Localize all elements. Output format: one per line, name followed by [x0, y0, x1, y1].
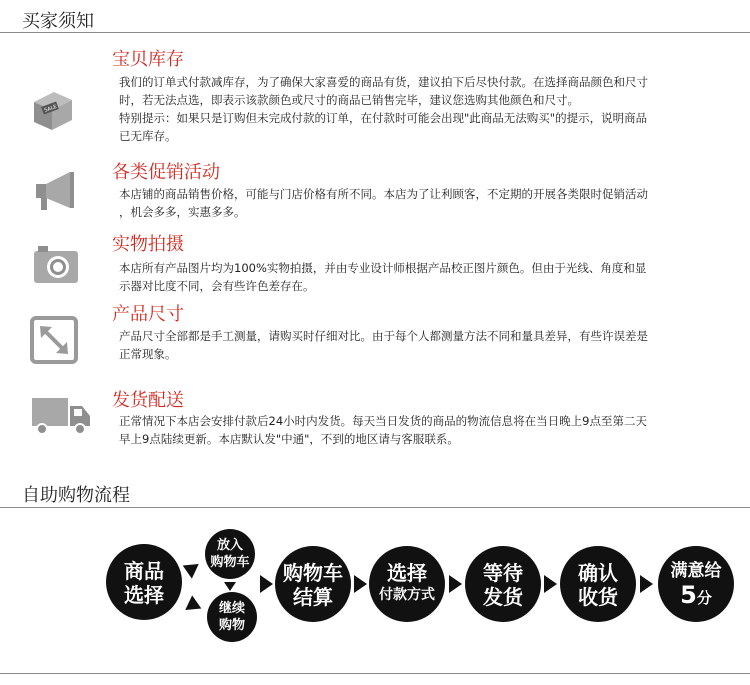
megaphone-icon — [30, 168, 80, 218]
notice-body — [119, 73, 679, 145]
bottom-divider — [0, 673, 750, 674]
arrow-icon — [640, 575, 653, 593]
arrow-icon — [181, 595, 202, 616]
arrow-icon — [183, 557, 204, 578]
flow-divider — [0, 507, 750, 508]
notice-line: 时，若无法点选，即表示该款颜色或尺寸的商品已销售完毕，建议您选购其他颜色和尺寸。 — [119, 93, 579, 107]
notice-divider — [0, 32, 750, 33]
step-text: 发货 — [483, 585, 523, 609]
notice-heading: 实物拍摄 — [112, 234, 184, 255]
step-continue-shopping — [207, 592, 257, 642]
resize-icon — [30, 316, 78, 368]
step-text: 等待 — [483, 561, 523, 585]
arrow-icon — [449, 575, 462, 593]
step-text: 放入 — [216, 538, 243, 553]
notice-heading: 各类促销活动 — [112, 162, 220, 183]
truck-icon — [30, 394, 92, 442]
notice-heading: 宝贝库存 — [112, 49, 184, 70]
svg-text:SALE: SALE — [43, 103, 58, 114]
arrow-icon — [224, 582, 236, 591]
notice-line: 早上9点陆续更新。本店默认发"中通"，不到的地区请与客服联系。 — [119, 432, 459, 446]
step-cart-checkout — [275, 546, 351, 622]
notice-heading: 产品尺寸 — [112, 304, 184, 325]
notice-line: ，机会多多，实惠多多。 — [119, 205, 246, 219]
step-rate-five-stars — [658, 546, 734, 622]
step-text: 购物车 — [210, 555, 250, 570]
step-text: 选择 — [387, 561, 427, 585]
arrow-icon — [354, 575, 367, 593]
notice-body — [119, 259, 679, 295]
camera-icon — [30, 243, 80, 289]
notice-title: 买家须知 — [22, 11, 94, 32]
notice-line: 正常现象。 — [119, 347, 177, 361]
step-text: 购物 — [218, 618, 245, 633]
step-text: 商品 — [124, 559, 164, 583]
step-text: 满意给 — [670, 561, 722, 581]
step-add-to-cart — [205, 529, 255, 579]
step-text: 分 — [696, 589, 712, 607]
box-icon — [30, 86, 76, 136]
notice-line: 已无库存。 — [119, 129, 177, 143]
step-text: 确认 — [578, 561, 618, 585]
step-text: 继续 — [218, 601, 245, 616]
arrow-icon — [544, 575, 557, 593]
step-text: 选择 — [124, 583, 164, 607]
step-await-shipping — [465, 546, 541, 622]
notice-line: 产品尺寸全部都是手工测量，请购买时仔细对比。由于每个人都测量方法不同和量具差异，有些许误差是 — [119, 329, 648, 343]
step-goods-selection — [106, 544, 182, 620]
arrow-icon — [260, 575, 273, 593]
step-text: 结算 — [293, 585, 333, 609]
notice-line: 正常情况下本店会安排付款后24小时内发货。每天当日发货的商品的物流信息将在当日晚上9点至第二天 — [119, 414, 647, 428]
rating-number: 5 — [680, 581, 697, 609]
notice-line: 我们的订单式付款减库存，为了确保大家喜爱的商品有货，建议拍下后尽快付款。在选择商品颜色和尺寸 — [119, 75, 648, 89]
notice-heading: 发货配送 — [112, 390, 184, 411]
notice-body — [119, 412, 679, 448]
notice-line: 特别提示：如果只是订购但未完成付款的订单，在付款时可能会出现"此商品无法购买"的提示，说明商品 — [119, 111, 648, 125]
step-text: 付款方式 — [379, 587, 435, 603]
flow-title: 自助购物流程 — [22, 485, 130, 506]
step-text: 购物车 — [283, 561, 343, 585]
notice-line: 本店所有产品图片均为100%实物拍摄，并由专业设计师根据产品校正图片颜色。但由于光线、角度和显 — [119, 261, 647, 275]
notice-line: 示器对比度不同，会有些许色差存在。 — [119, 279, 315, 293]
notice-line: 本店铺的商品销售价格，可能与门店价格有所不同。本店为了让利顾客，不定期的开展各类限时促销活动 — [119, 187, 648, 201]
step-text: 收货 — [578, 585, 618, 609]
notice-body — [119, 327, 679, 363]
step-payment-method — [369, 546, 445, 622]
step-confirm-receipt — [560, 546, 636, 622]
notice-body — [119, 185, 679, 221]
